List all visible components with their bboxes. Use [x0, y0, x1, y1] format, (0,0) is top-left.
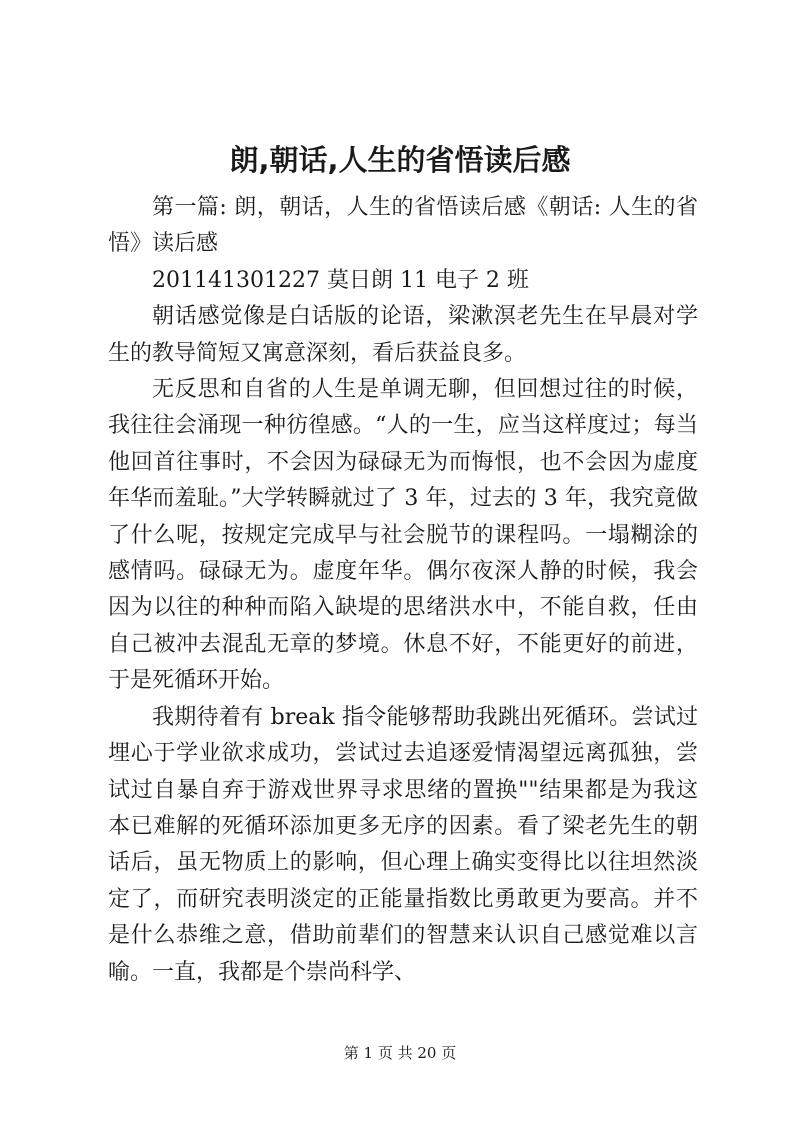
paragraph: 我期待着有 break 指令能够帮助我跳出死循环。尝试过埋心于学业欲求成功，尝试过去追逐爱情渴望远离孤独，尝试过自暴自弃于游戏世界寻求思绪的置换""结果都是为我这本已难解的死循环添加更多无序的因素。看了梁老先生的朝话后，虽无物质上的影响，但心理上确实变得比以往坦然淡定了，而研究表明淡定的正能量指数比勇敢更为要高。并不是什么恭维之意，借助前辈们的智慧来认识自己感觉难以言喻。一直，我都是个崇尚科学、 — [108, 704, 698, 985]
paragraph: 第一篇: 朗，朝话，人生的省悟读后感《朝话: 人生的省悟》读后感 — [108, 195, 698, 257]
paragraph: 无反思和自省的人生是单调无聊，但回想过往的时候，我往往会涌现一种彷徨感。“人的一生，应当这样度过；每当他回首往事时，不会因为碌碌无为而悔恨，也不会因为虚度年华而羞耻。”大学转瞬就过了 3 年，过去的 3 年，我究竟做了什么呢，按规定完成早与社会脱节的课程吗。一塌糊涂的感情吗。碌碌无为。虚度年华。偶尔夜深人静的时候，我会因为以往的种种而陷入缺堤的思绪洪水中，不能自救，任由自己被冲去混乱无章的梦境。休息不好，不能更好的前进，于是死循环开始。 — [108, 377, 698, 694]
document-body — [108, 190, 698, 991]
paragraph: 201141301227 莫日朗 11 电子 2 班 — [152, 267, 529, 293]
paragraph: 朝话感觉像是白话版的论语，梁漱溟老先生在早晨对学生的教导简短又寓意深刻，看后获益良多。 — [108, 304, 698, 366]
page-footer: 第 1 页 共 20 页 — [343, 1044, 457, 1062]
document-title: 朗,朝话,人生的省悟读后感 — [229, 143, 571, 177]
